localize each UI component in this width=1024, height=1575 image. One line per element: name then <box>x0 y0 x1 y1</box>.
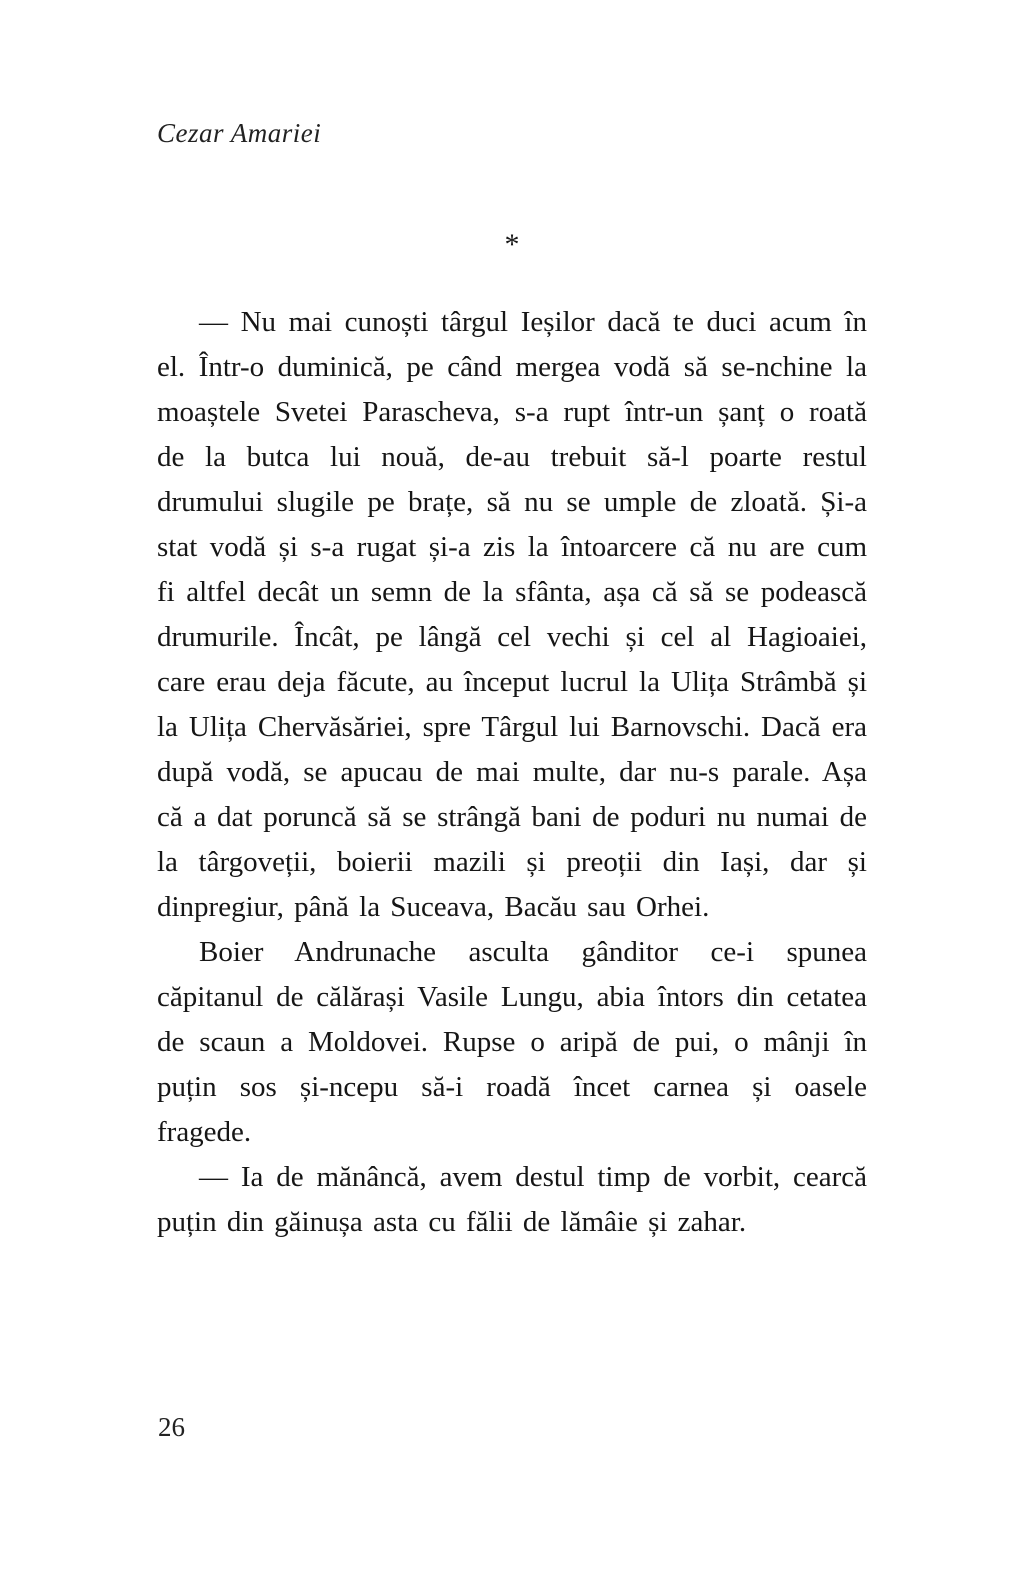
body-text <box>157 300 867 1245</box>
paragraph-dialog-1: — Nu mai cunoști târgul Ieșilor dacă te duci acum în el. Într-o duminică, pe când mergea vodă să se-nchine la moaștele Svetei Parascheva, s-a rupt într-un șanț o roată de la butca lui nouă, de-au trebuit să-l poarte restul drumului slugile pe brațe, să nu se umple de zloată. Și-a stat vodă și s-a rugat și-a zis la întoarcere că nu are cum fi altfel decât un semn de la sfânta, așa că să se podească drumurile. Încât, pe lângă cel vechi și cel al Hagioaiei, care erau deja făcute, au început lucrul la Ulița Strâmbă și la Ulița Chervăsăriei, spre Târgul lui Barnovschi. Dacă era după vodă, se apucau de mai multe, dar nu-s parale. Așa că a dat poruncă să se strângă bani de poduri nu numai de la târgoveții, boierii mazili și preoții din Iași, dar și dinpregiur, până la Suceava, Bacău sau Orhei. <box>157 306 867 923</box>
page-number: 26 <box>158 1412 185 1442</box>
paragraph-dialog-2: — Ia de mănâncă, avem destul timp de vorbit, cearcă puțin din găinușa asta cu fălii de lămâie și zahar. <box>157 1161 867 1238</box>
section-separator-asterisk: * <box>504 228 520 261</box>
paragraph-narration: Boier Andrunache asculta gânditor ce-i spunea căpitanul de călărași Vasile Lungu, abia întors din cetatea de scaun a Moldovei. Rupse o aripă de pui, o mânji în puțin sos și-ncepu să-i roadă încet carnea și oasele fragede. <box>157 936 867 1148</box>
running-head: Cezar Amariei <box>157 118 322 148</box>
